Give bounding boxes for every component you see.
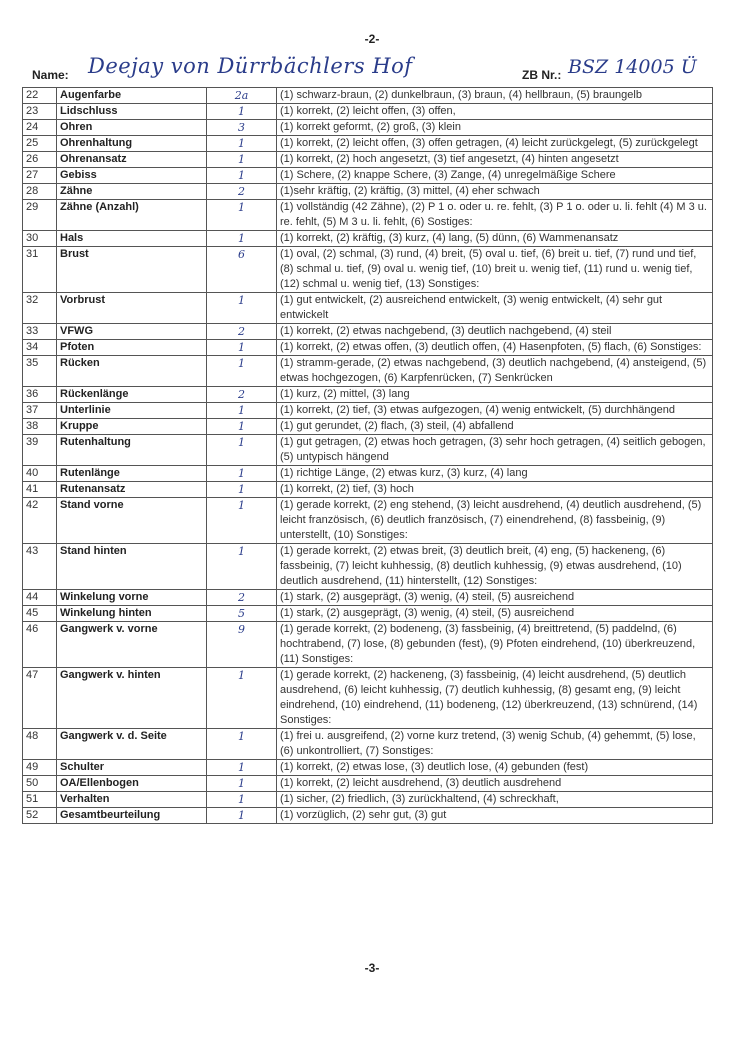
row-options: (1) gerade korrekt, (2) bodeneng, (3) fassbeinig, (4) breittretend, (5) paddelnd, (6) hochtrabend, (7) lose, (8) gebunden (fest), (9) Pfoten eindrehend, (10) überkreuzend, (11) Sonstiges: — [277, 622, 713, 668]
row-number: 50 — [23, 776, 57, 792]
row-options: (1) korrekt, (2) leicht offen, (3) offen, — [277, 104, 713, 120]
table-row — [23, 104, 713, 120]
row-number: 36 — [23, 387, 57, 403]
row-value-handwritten: 5 — [207, 606, 277, 622]
row-number: 51 — [23, 792, 57, 808]
table-row — [23, 776, 713, 792]
table-row — [23, 668, 713, 729]
row-options: (1) gut gerundet, (2) flach, (3) steil, (4) abfallend — [277, 419, 713, 435]
row-label: Brust — [57, 247, 207, 293]
table-row — [23, 498, 713, 544]
row-value-handwritten: 1 — [207, 544, 277, 590]
table-row — [23, 88, 713, 104]
row-label: Rückenlänge — [57, 387, 207, 403]
row-label: Gebiss — [57, 168, 207, 184]
table-row — [23, 403, 713, 419]
table-row — [23, 231, 713, 247]
row-number: 26 — [23, 152, 57, 168]
table-row — [23, 729, 713, 760]
table-row — [23, 324, 713, 340]
row-options: (1) korrekt, (2) leicht ausdrehend, (3) deutlich ausdrehend — [277, 776, 713, 792]
table-row — [23, 184, 713, 200]
row-label: Zähne — [57, 184, 207, 200]
row-options: (1) sicher, (2) friedlich, (3) zurückhaltend, (4) schreckhaft, — [277, 792, 713, 808]
table-row — [23, 760, 713, 776]
row-value-handwritten: 1 — [207, 340, 277, 356]
row-value-handwritten: 1 — [207, 729, 277, 760]
row-options: (1) Schere, (2) knappe Schere, (3) Zange, (4) unregelmäßige Schere — [277, 168, 713, 184]
row-value-handwritten: 9 — [207, 622, 277, 668]
row-label: Gangwerk v. vorne — [57, 622, 207, 668]
row-options: (1) korrekt, (2) kräftig, (3) kurz, (4) lang, (5) dünn, (6) Wammenansatz — [277, 231, 713, 247]
row-options: (1) korrekt, (2) tief, (3) etwas aufgezogen, (4) wenig entwickelt, (5) durchhängend — [277, 403, 713, 419]
row-number: 40 — [23, 466, 57, 482]
row-label: Schulter — [57, 760, 207, 776]
row-options: (1) frei u. ausgreifend, (2) vorne kurz tretend, (3) wenig Schub, (4) gehemmt, (5) lose, (6) unkontrolliert, (7) Sonstiges: — [277, 729, 713, 760]
row-label: Winkelung hinten — [57, 606, 207, 622]
row-options: (1) korrekt, (2) etwas lose, (3) deutlich lose, (4) gebunden (fest) — [277, 760, 713, 776]
row-number: 43 — [23, 544, 57, 590]
row-value-handwritten: 1 — [207, 136, 277, 152]
row-value-handwritten: 1 — [207, 200, 277, 231]
row-options: (1) vollständig (42 Zähne), (2) P 1 o. oder u. re. fehlt, (3) P 1 o. oder u. li. fehlt (4) M 3 u. re. fehlt, (5) M 3 u. li. fehlt, (6) Sostiges: — [277, 200, 713, 231]
row-number: 45 — [23, 606, 57, 622]
row-label: Gesamtbeurteilung — [57, 808, 207, 824]
row-number: 37 — [23, 403, 57, 419]
row-label: OA/Ellenbogen — [57, 776, 207, 792]
row-value-handwritten: 1 — [207, 231, 277, 247]
row-label: Winkelung vorne — [57, 590, 207, 606]
row-value-handwritten: 1 — [207, 403, 277, 419]
row-options: (1) korrekt, (2) etwas offen, (3) deutlich offen, (4) Hasenpfoten, (5) flach, (6) Sonstiges: — [277, 340, 713, 356]
row-options: (1) gerade korrekt, (2) hackeneng, (3) fassbeinig, (4) leicht ausdrehend, (5) deutlich ausdrehend, (6) leicht kuhhessig, (7) deutlich kuhhessig, (8) gesamt eng, (9) leicht eindrehend, (10) eindrehend, (11) bodeneng, (12) überkreuzend, (13) schnürend, (14) Sonstiges: — [277, 668, 713, 729]
row-value-handwritten: 1 — [207, 435, 277, 466]
row-value-handwritten: 1 — [207, 760, 277, 776]
evaluation-table — [22, 87, 713, 824]
table-row — [23, 435, 713, 466]
row-options: (1) korrekt, (2) tief, (3) hoch — [277, 482, 713, 498]
row-value-handwritten: 1 — [207, 104, 277, 120]
row-label: Vorbrust — [57, 293, 207, 324]
row-options: (1) kurz, (2) mittel, (3) lang — [277, 387, 713, 403]
row-value-handwritten: 1 — [207, 168, 277, 184]
row-number: 44 — [23, 590, 57, 606]
row-value-handwritten: 1 — [207, 792, 277, 808]
row-label: Stand hinten — [57, 544, 207, 590]
row-label: Rutenhaltung — [57, 435, 207, 466]
row-value-handwritten: 2 — [207, 590, 277, 606]
row-value-handwritten: 1 — [207, 482, 277, 498]
table-row — [23, 792, 713, 808]
row-number: 31 — [23, 247, 57, 293]
table-row — [23, 200, 713, 231]
row-value-handwritten: 1 — [207, 152, 277, 168]
row-options: (1) gut getragen, (2) etwas hoch getragen, (3) sehr hoch getragen, (4) seitlich gebogen, (5) untypisch hängend — [277, 435, 713, 466]
row-number: 24 — [23, 120, 57, 136]
row-options: (1) vorzüglich, (2) sehr gut, (3) gut — [277, 808, 713, 824]
row-options: (1) oval, (2) schmal, (3) rund, (4) breit, (5) oval u. tief, (6) breit u. tief, (7) rund und tief, (8) schmal u. tief, (9) oval u. wenig tief, (10) breit u. wenig tief, (11) rund u. wenig tief, (12) schmal u. wenig tief, (13) Sonstiges: — [277, 247, 713, 293]
row-options: (1) korrekt, (2) etwas nachgebend, (3) deutlich nachgebend, (4) steil — [277, 324, 713, 340]
row-value-handwritten: 1 — [207, 356, 277, 387]
row-value-handwritten: 3 — [207, 120, 277, 136]
row-label: Gangwerk v. hinten — [57, 668, 207, 729]
table-row — [23, 544, 713, 590]
row-label: Lidschluss — [57, 104, 207, 120]
row-number: 42 — [23, 498, 57, 544]
row-number: 34 — [23, 340, 57, 356]
row-label: Unterlinie — [57, 403, 207, 419]
row-number: 49 — [23, 760, 57, 776]
row-label: Augenfarbe — [57, 88, 207, 104]
row-label: Kruppe — [57, 419, 207, 435]
table-row — [23, 419, 713, 435]
row-value-handwritten: 1 — [207, 419, 277, 435]
table-row — [23, 247, 713, 293]
row-label: Ohrenansatz — [57, 152, 207, 168]
row-value-handwritten: 1 — [207, 498, 277, 544]
name-value-handwritten: Deejay von Dürrbächlers Hof — [88, 54, 413, 78]
row-label: Verhalten — [57, 792, 207, 808]
row-label: Pfoten — [57, 340, 207, 356]
table-row — [23, 340, 713, 356]
row-label: Rutenansatz — [57, 482, 207, 498]
page-number-bottom: -3- — [364, 961, 380, 975]
row-value-handwritten: 1 — [207, 293, 277, 324]
row-options: (1) gerade korrekt, (2) eng stehend, (3) leicht ausdrehend, (4) deutlich ausdrehend, (5) leicht französisch, (6) deutlich französisch, (7) einendrehend, (8) fassbeinig, (9) unterstellt, (10) Sonstiges: — [277, 498, 713, 544]
table-row — [23, 136, 713, 152]
row-options: (1) gerade korrekt, (2) etwas breit, (3) deutlich breit, (4) eng, (5) hackeneng, (6) fassbeinig, (7) leicht kuhhessig, (8) deutlich kuhhessig, (9) etwas ausdrehend, (10) deutlich ausdrehend, (11) hinterstellt, (12) Sonstiges: — [277, 544, 713, 590]
zb-number-label: ZB Nr.: — [522, 68, 562, 82]
row-value-handwritten: 2 — [207, 387, 277, 403]
row-number: 29 — [23, 200, 57, 231]
row-value-handwritten: 6 — [207, 247, 277, 293]
zb-number-value-handwritten: BSZ 14005 Ü — [568, 56, 697, 78]
row-number: 30 — [23, 231, 57, 247]
row-label: Gangwerk v. d. Seite — [57, 729, 207, 760]
page-number-top: -2- — [364, 32, 380, 46]
row-options: (1)sehr kräftig, (2) kräftig, (3) mittel, (4) eher schwach — [277, 184, 713, 200]
row-value-handwritten: 2a — [207, 88, 277, 104]
row-number: 27 — [23, 168, 57, 184]
table-row — [23, 152, 713, 168]
row-options: (1) gut entwickelt, (2) ausreichend entwickelt, (3) wenig entwickelt, (4) sehr gut entwickelt — [277, 293, 713, 324]
row-number: 28 — [23, 184, 57, 200]
row-number: 32 — [23, 293, 57, 324]
row-options: (1) schwarz-braun, (2) dunkelbraun, (3) braun, (4) hellbraun, (5) braungelb — [277, 88, 713, 104]
row-label: Rutenlänge — [57, 466, 207, 482]
table-row — [23, 482, 713, 498]
row-options: (1) korrekt, (2) leicht offen, (3) offen getragen, (4) leicht zurückgelegt, (5) zurückgelegt — [277, 136, 713, 152]
row-value-handwritten: 2 — [207, 184, 277, 200]
table-row — [23, 356, 713, 387]
row-number: 38 — [23, 419, 57, 435]
row-value-handwritten: 1 — [207, 776, 277, 792]
row-number: 47 — [23, 668, 57, 729]
table-row — [23, 590, 713, 606]
table-row — [23, 622, 713, 668]
table-row — [23, 120, 713, 136]
row-number: 25 — [23, 136, 57, 152]
row-label: Zähne (Anzahl) — [57, 200, 207, 231]
row-number: 52 — [23, 808, 57, 824]
row-label: Rücken — [57, 356, 207, 387]
form-header — [22, 54, 712, 86]
row-value-handwritten: 1 — [207, 668, 277, 729]
row-value-handwritten: 1 — [207, 808, 277, 824]
row-options: (1) stramm-gerade, (2) etwas nachgebend, (3) deutlich nachgebend, (4) ansteigend, (5) etwas hochgezogen, (6) Karpfenrücken, (7) Senkrücken — [277, 356, 713, 387]
row-number: 23 — [23, 104, 57, 120]
name-label: Name: — [32, 68, 69, 82]
table-row — [23, 168, 713, 184]
row-label: Stand vorne — [57, 498, 207, 544]
row-number: 35 — [23, 356, 57, 387]
row-options: (1) korrekt, (2) hoch angesetzt, (3) tief angesetzt, (4) hinten angesetzt — [277, 152, 713, 168]
evaluation-rows — [23, 88, 713, 824]
row-options: (1) stark, (2) ausgeprägt, (3) wenig, (4) steil, (5) ausreichend — [277, 590, 713, 606]
row-number: 33 — [23, 324, 57, 340]
row-label: Ohrenhaltung — [57, 136, 207, 152]
table-row — [23, 466, 713, 482]
row-label: Hals — [57, 231, 207, 247]
table-row — [23, 606, 713, 622]
row-number: 48 — [23, 729, 57, 760]
table-row — [23, 387, 713, 403]
table-row — [23, 293, 713, 324]
row-options: (1) richtige Länge, (2) etwas kurz, (3) kurz, (4) lang — [277, 466, 713, 482]
row-value-handwritten: 2 — [207, 324, 277, 340]
row-label: Ohren — [57, 120, 207, 136]
table-row — [23, 808, 713, 824]
row-number: 39 — [23, 435, 57, 466]
row-number: 41 — [23, 482, 57, 498]
row-value-handwritten: 1 — [207, 466, 277, 482]
row-number: 22 — [23, 88, 57, 104]
row-options: (1) korrekt geformt, (2) groß, (3) klein — [277, 120, 713, 136]
row-options: (1) stark, (2) ausgeprägt, (3) wenig, (4) steil, (5) ausreichend — [277, 606, 713, 622]
row-number: 46 — [23, 622, 57, 668]
row-label: VFWG — [57, 324, 207, 340]
